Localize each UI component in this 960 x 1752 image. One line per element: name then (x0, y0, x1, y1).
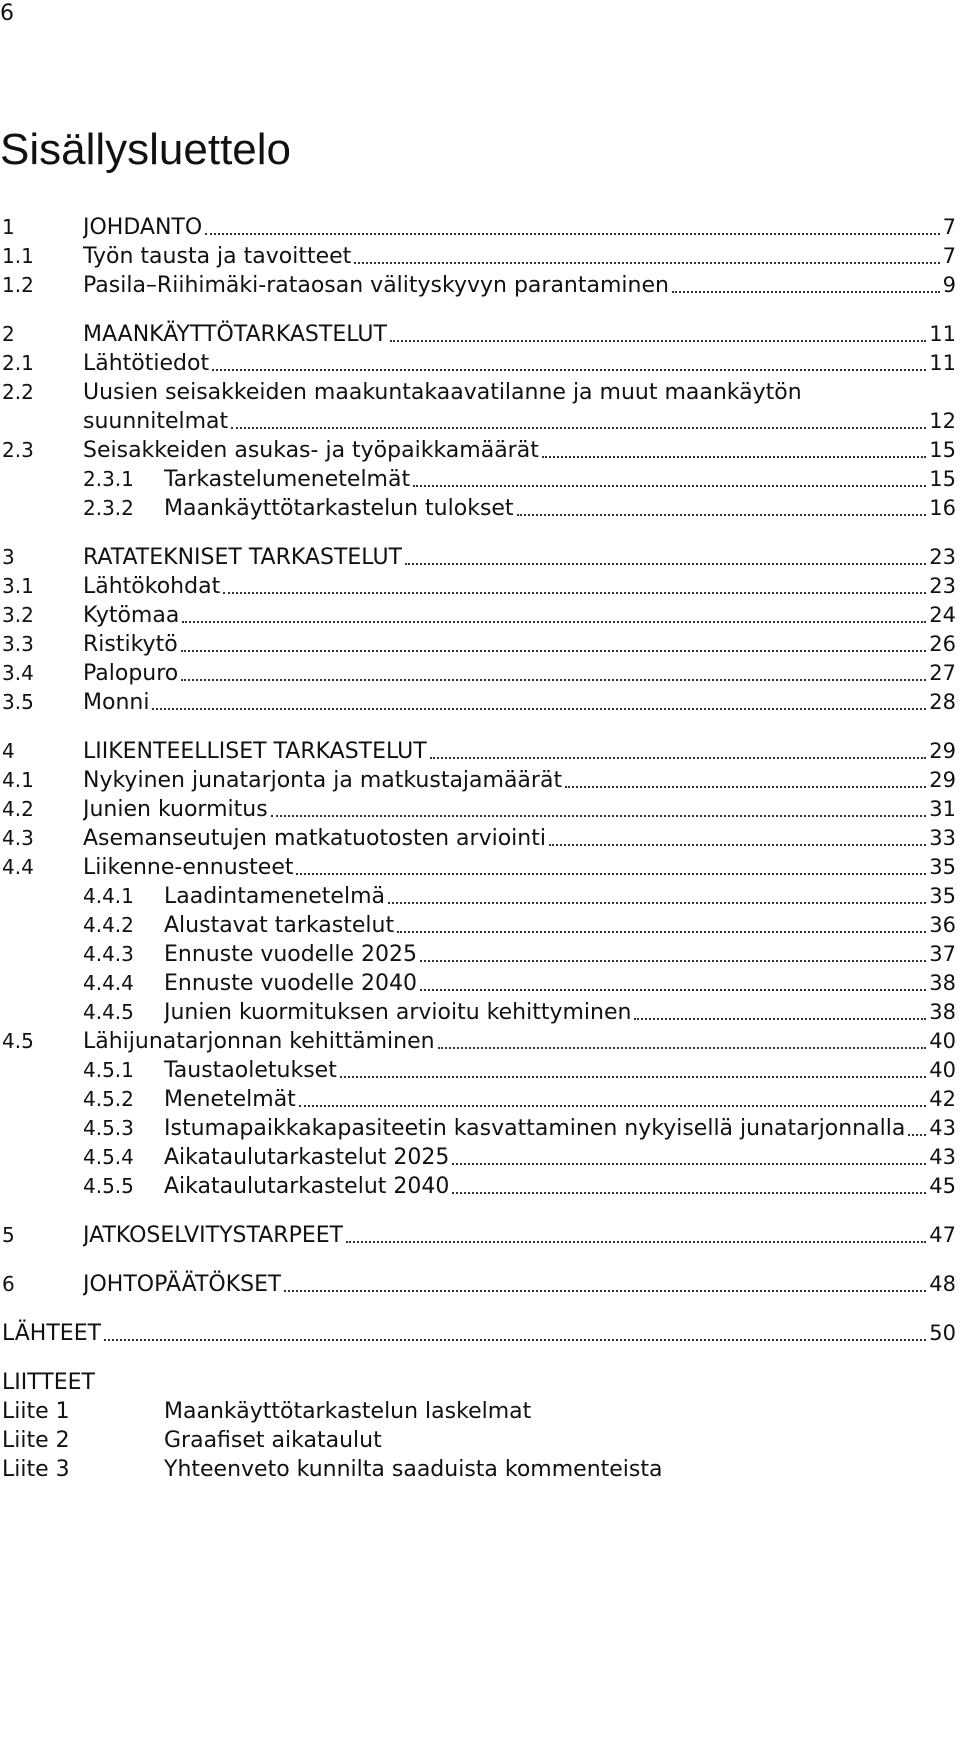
toc-entry-title[interactable]: Junien kuormituksen arvioitu kehittyminen (164, 1000, 632, 1025)
toc-entry[interactable] (0, 572, 956, 601)
toc-entry-title[interactable]: Aikataulutarkastelut 2025 (164, 1145, 450, 1170)
toc-entry[interactable] (0, 795, 956, 824)
toc-entry-number: 2.3.2 (83, 496, 134, 520)
toc-entry-title[interactable]: Kytömaa (83, 603, 180, 628)
toc-entry[interactable] (0, 882, 956, 911)
attachment-label: Liite 1 (2, 1399, 70, 1424)
toc-entry-title[interactable]: JATKOSELVITYSTARPEET (83, 1223, 344, 1248)
toc-dot-leader (152, 708, 926, 710)
toc-dot-leader (212, 369, 926, 371)
toc-entry-page: 7 (942, 244, 956, 268)
toc-entry-title[interactable]: Menetelmät (164, 1087, 296, 1112)
toc-entry-page: 15 (929, 438, 956, 462)
toc-entry-title[interactable]: Tarkastelumenetelmät (164, 467, 411, 492)
toc-dot-leader (104, 1339, 926, 1341)
toc-entry[interactable] (0, 1143, 956, 1172)
toc-entry-title[interactable]: Ennuste vuodelle 2025 (164, 942, 418, 967)
toc-entry-page: 36 (929, 913, 956, 937)
attachment-description: Maankäyttötarkastelun laskelmat (164, 1399, 532, 1424)
toc-entry[interactable] (0, 853, 956, 882)
toc-entry-title[interactable]: Asemanseutujen matkatuotosten arviointi (83, 826, 546, 851)
toc-entry-number: 2.2 (2, 380, 34, 404)
toc-entry-number: 1.2 (2, 273, 34, 297)
toc-entry-title[interactable]: suunnitelmat (83, 409, 229, 434)
toc-entry-number: 4.5.3 (83, 1116, 134, 1140)
toc-entry-number: 3.3 (2, 632, 34, 656)
toc-entry-title[interactable]: Palopuro (83, 661, 179, 686)
toc-entry-page: 43 (929, 1116, 956, 1140)
toc-entry-page: 37 (929, 942, 956, 966)
toc-entry[interactable] (0, 630, 956, 659)
toc-entry[interactable] (0, 969, 956, 998)
toc-entry-title[interactable]: JOHDANTO (83, 215, 203, 240)
toc-entry-page: 48 (929, 1272, 956, 1296)
toc-spacer (0, 1348, 956, 1368)
toc-entry-number: 3 (2, 545, 15, 569)
toc-dot-leader (182, 621, 926, 623)
toc-entry-page: 38 (929, 971, 956, 995)
toc-dot-leader (413, 485, 926, 487)
toc-dot-leader (271, 815, 927, 817)
toc-dot-leader (181, 650, 927, 652)
toc-spacer (0, 523, 956, 543)
toc-entry-page: 23 (929, 574, 956, 598)
toc-entry-number: 2.1 (2, 351, 34, 375)
toc-entry-page: 50 (929, 1321, 956, 1345)
toc-entry[interactable] (0, 737, 956, 766)
toc-dot-leader (231, 427, 926, 429)
attachment-item[interactable] (0, 1426, 956, 1455)
toc-entry-title[interactable]: Lähtötiedot (83, 351, 210, 376)
toc-entry[interactable] (0, 320, 956, 349)
toc-dot-leader (205, 233, 939, 235)
toc-entry[interactable] (0, 242, 956, 271)
toc-entry-number: 1.1 (2, 244, 34, 268)
toc-dot-leader (181, 679, 926, 681)
toc-spacer (0, 1299, 956, 1319)
toc-entry[interactable] (0, 1221, 956, 1250)
toc-entry-number: 3.2 (2, 603, 34, 627)
toc-entry-title[interactable]: RATATEKNISET TARKASTELUT (83, 545, 402, 570)
attachment-label: Liite 2 (2, 1428, 70, 1453)
toc-entry-title[interactable]: Istumapaikkakapasiteetin kasvattaminen nykyisellä junatarjonnalla (164, 1116, 906, 1141)
toc-entry-number: 4.5.5 (83, 1174, 134, 1198)
toc-entry[interactable] (0, 436, 956, 465)
toc-entry-title[interactable]: Lähijunatarjonnan kehittäminen (83, 1029, 435, 1054)
toc-entry-number: 4.5.1 (83, 1058, 134, 1082)
toc-spacer (0, 300, 956, 320)
toc-entry-number: 5 (2, 1223, 15, 1247)
toc-dot-leader (354, 262, 939, 264)
toc-entry[interactable] (0, 1085, 956, 1114)
toc-entry[interactable] (0, 494, 956, 523)
toc-entry-title[interactable]: Pasila–Riihimäki-rataosan välityskyvyn parantaminen (83, 273, 669, 298)
toc-entry-number: 2.3 (2, 438, 34, 462)
toc-entry[interactable] (0, 407, 956, 436)
toc-entry-page: 29 (929, 768, 956, 792)
toc-entry-page: 35 (929, 855, 956, 879)
toc-entry[interactable] (0, 213, 956, 242)
toc-dot-leader (223, 592, 926, 594)
toc-entry-title[interactable]: Uusien seisakkeiden maakuntakaavatilanne ja muut maankäytön (83, 380, 802, 405)
toc-entry-page: 23 (929, 545, 956, 569)
toc-spacer (0, 717, 956, 737)
toc-dot-leader (405, 563, 926, 565)
toc-entry-number: 4.4.2 (83, 913, 134, 937)
toc-dot-leader (299, 1105, 926, 1107)
toc-entry-title[interactable]: Aikataulutarkastelut 2040 (164, 1174, 450, 1199)
toc-entry[interactable] (0, 378, 956, 407)
toc-entry-number: 2.3.1 (83, 467, 134, 491)
toc-entry-page: 27 (929, 661, 956, 685)
toc-entry-title[interactable]: Alustavat tarkastelut (164, 913, 395, 938)
toc-entry-page: 15 (929, 467, 956, 491)
toc-entry[interactable] (0, 601, 956, 630)
toc-entry-title[interactable]: JOHTOPÄÄTÖKSET (83, 1272, 282, 1297)
toc-dot-leader (634, 1018, 926, 1020)
toc-entry-number: 4.5.2 (83, 1087, 134, 1111)
toc-entry-page: 24 (929, 603, 956, 627)
toc-entry[interactable] (0, 1270, 956, 1299)
toc-entry-page: 29 (929, 739, 956, 763)
toc-entry-number: 2 (2, 322, 15, 346)
table-of-contents (0, 213, 956, 1484)
toc-entry-title[interactable]: Ennuste vuodelle 2040 (164, 971, 418, 996)
toc-entry-number: 4 (2, 739, 15, 763)
page-title: Sisällysluettelo (0, 125, 292, 174)
page-number: 6 (0, 1, 14, 26)
toc-entry-page: 7 (942, 215, 956, 239)
toc-entry[interactable] (0, 1319, 956, 1348)
toc-entry-title[interactable]: Työn tausta ja tavoitteet (83, 244, 352, 269)
toc-dot-leader (672, 291, 940, 293)
toc-entry-number: 4.2 (2, 797, 34, 821)
toc-entry-page: 33 (929, 826, 956, 850)
toc-entry-page: 45 (929, 1174, 956, 1198)
toc-entry-number: 4.4.1 (83, 884, 134, 908)
toc-entry-page: 28 (929, 690, 956, 714)
toc-entry-number: 4.1 (2, 768, 34, 792)
toc-entry-number: 4.4 (2, 855, 34, 879)
toc-dot-leader (390, 340, 926, 342)
attachment-item[interactable] (0, 1455, 956, 1484)
toc-entry-number: 3.1 (2, 574, 34, 598)
toc-entry-page: 11 (929, 351, 956, 375)
toc-entry[interactable] (0, 1172, 956, 1201)
toc-dot-leader (420, 989, 926, 991)
toc-entry-number: 4.4.5 (83, 1000, 134, 1024)
toc-entry[interactable] (0, 349, 956, 378)
toc-entry-number: 4.5 (2, 1029, 34, 1053)
toc-entry-page: 40 (929, 1058, 956, 1082)
attachment-label: Liite 3 (2, 1457, 70, 1482)
toc-dot-leader (549, 844, 926, 846)
toc-spacer (0, 1201, 956, 1221)
toc-dot-leader (565, 786, 926, 788)
toc-entry-number: 6 (2, 1272, 15, 1296)
toc-entry-page: 9 (942, 273, 956, 297)
toc-entry-title[interactable]: Liikenne-ennusteet (83, 855, 294, 880)
toc-entry-title[interactable]: Ristikytö (83, 632, 178, 657)
toc-entry-number: 4.3 (2, 826, 34, 850)
toc-entry-page: 47 (929, 1223, 956, 1247)
toc-dot-leader (397, 931, 926, 933)
toc-entry[interactable] (0, 543, 956, 572)
toc-dot-leader (517, 514, 927, 516)
toc-entry-number: 3.4 (2, 661, 34, 685)
toc-entry[interactable] (0, 998, 956, 1027)
toc-entry-title[interactable]: MAANKÄYTTÖTARKASTELUT (83, 322, 387, 347)
toc-entry-page: 11 (929, 322, 956, 346)
toc-entry-page: 26 (929, 632, 956, 656)
toc-entry[interactable] (0, 1027, 956, 1056)
toc-entry-title[interactable]: Monni (83, 690, 150, 715)
toc-entry-page: 38 (929, 1000, 956, 1024)
toc-entry[interactable] (0, 659, 956, 688)
toc-entry-title[interactable]: Nykyinen junatarjonta ja matkustajamäärät (83, 768, 563, 793)
toc-entry[interactable] (0, 465, 956, 494)
toc-entry-page: 42 (929, 1087, 956, 1111)
attachment-description: Graafiset aikataulut (164, 1428, 382, 1453)
toc-entry[interactable] (0, 766, 956, 795)
toc-entry-title[interactable]: LÄHTEET (2, 1321, 102, 1346)
toc-entry-title[interactable]: Lähtökohdat (83, 574, 221, 599)
toc-dot-leader (542, 456, 926, 458)
toc-dot-leader (430, 757, 927, 759)
toc-entry-page: 12 (929, 409, 956, 433)
toc-spacer (0, 1250, 956, 1270)
toc-dot-leader (284, 1290, 926, 1292)
toc-entry-page: 16 (929, 496, 956, 520)
toc-entry-number: 3.5 (2, 690, 34, 714)
toc-dot-leader (452, 1163, 926, 1165)
toc-entry-title[interactable]: LIIKENTEELLISET TARKASTELUT (83, 739, 427, 764)
toc-entry-title[interactable]: Laadintamenetelmä (164, 884, 385, 909)
toc-dot-leader (908, 1134, 926, 1136)
attachment-description: Yhteenveto kunnilta saaduista kommenteista (164, 1457, 663, 1482)
toc-entry[interactable] (0, 911, 956, 940)
toc-dot-leader (296, 873, 926, 875)
toc-dot-leader (388, 902, 926, 904)
toc-dot-leader (452, 1192, 926, 1194)
toc-entry[interactable] (0, 1114, 956, 1143)
toc-entry[interactable] (0, 688, 956, 717)
toc-entry-number: 4.4.4 (83, 971, 134, 995)
toc-entry-number: 4.5.4 (83, 1145, 134, 1169)
toc-entry-page: 31 (929, 797, 956, 821)
toc-entry-title[interactable]: Junien kuormitus (83, 797, 268, 822)
toc-entry[interactable] (0, 824, 956, 853)
toc-entry-number: 4.4.3 (83, 942, 134, 966)
attachments-heading: LIITTEET (2, 1370, 95, 1395)
toc-dot-leader (346, 1241, 926, 1243)
toc-entry[interactable] (0, 271, 956, 300)
toc-entry-number: 1 (2, 215, 15, 239)
toc-entry-page: 40 (929, 1029, 956, 1053)
toc-dot-leader (438, 1047, 927, 1049)
toc-entry-page: 35 (929, 884, 956, 908)
toc-dot-leader (420, 960, 926, 962)
toc-entry-page: 43 (929, 1145, 956, 1169)
toc-entry-title[interactable]: Seisakkeiden asukas- ja työpaikkamäärät (83, 438, 539, 463)
attachment-item[interactable] (0, 1397, 956, 1426)
toc-entry-title[interactable]: Maankäyttötarkastelun tulokset (164, 496, 514, 521)
toc-entry[interactable] (0, 1056, 956, 1085)
toc-entry-title[interactable]: Taustaoletukset (164, 1058, 337, 1083)
toc-entry[interactable] (0, 940, 956, 969)
toc-dot-leader (340, 1076, 926, 1078)
